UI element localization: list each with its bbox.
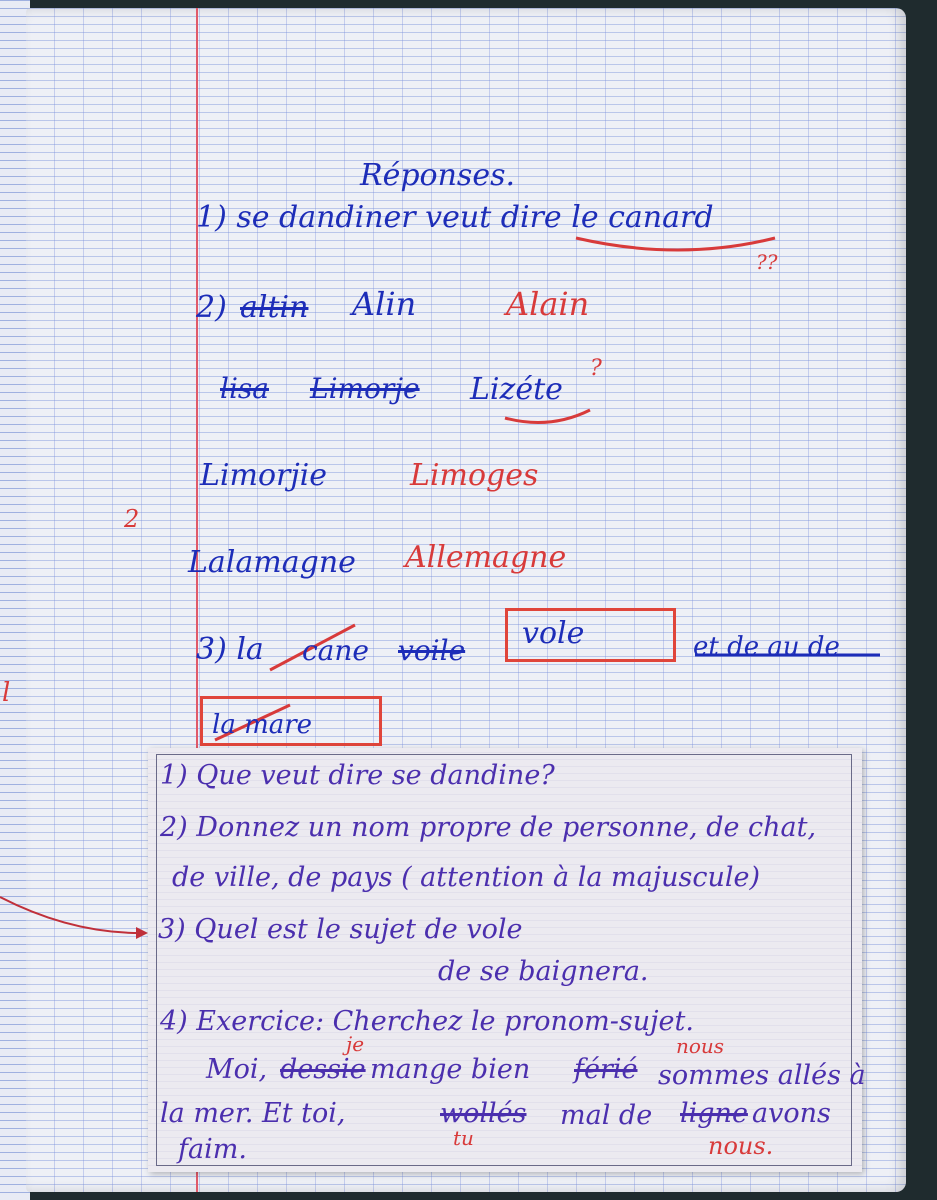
answer-6-struck-3: et de au de bbox=[693, 632, 840, 662]
exercise-1-struck-2: férié bbox=[574, 1054, 638, 1085]
exercise-2-struck: wollés bbox=[440, 1098, 527, 1129]
answer-6-boxed: vole bbox=[522, 616, 585, 651]
exercise-1-struck: dessie bbox=[280, 1054, 366, 1085]
exercise-2-struck-2: ligne bbox=[680, 1098, 748, 1129]
answer-6-struck-2: voile bbox=[398, 634, 466, 667]
answer-2-struck: altin bbox=[240, 290, 309, 325]
exercise-2c: avons bbox=[752, 1098, 831, 1129]
question-3b: de se baignera. bbox=[438, 956, 649, 987]
question-4: 4) Exercice: Cherchez le pronom-sujet. bbox=[160, 1006, 694, 1037]
exercise-2-correction-tu: tu bbox=[453, 1126, 474, 1150]
left-margin-mark: l bbox=[2, 678, 11, 708]
questions-slip bbox=[148, 748, 866, 1172]
answer-4-correction: Limoges bbox=[410, 458, 539, 493]
answer-3-struck-2: Limorje bbox=[310, 372, 420, 405]
exercise-1-correction-nous: nous bbox=[676, 1034, 725, 1058]
red-arrow-icon bbox=[0, 895, 150, 940]
answer-4-word: Limorjie bbox=[200, 458, 328, 493]
answer-2-correction: Alain bbox=[506, 285, 590, 323]
answer-6-number: 3) la bbox=[196, 632, 264, 667]
answer-3-struck-1: lisa bbox=[220, 372, 269, 405]
answer-1-mark: ?? bbox=[756, 250, 778, 274]
answer-5-word: Lalamagne bbox=[188, 545, 356, 580]
answer-2-word: Alin bbox=[352, 285, 417, 323]
answer-5-correction: Allemagne bbox=[405, 540, 567, 575]
exercise-2a: la mer. Et toi, bbox=[160, 1098, 346, 1129]
answer-7-boxed: la mare bbox=[212, 710, 313, 740]
answers-title: Réponses. bbox=[360, 158, 516, 193]
question-2b: de ville, de pays ( attention à la majuscule) bbox=[172, 862, 761, 893]
question-1: 1) Que veut dire se dandine? bbox=[160, 760, 555, 791]
exercise-1-correction-je: je bbox=[346, 1032, 365, 1056]
answer-3-word: Lizéte bbox=[470, 372, 563, 407]
answer-1: 1) se dandiner veut dire le canard bbox=[196, 200, 714, 235]
answer-2-number: 2) bbox=[196, 290, 227, 325]
margin-grade: 2 bbox=[124, 505, 140, 533]
question-3a: 3) Quel est le sujet de vole bbox=[158, 914, 523, 945]
exercise-1c: sommes allés à bbox=[658, 1060, 866, 1091]
exercise-1b: mange bien bbox=[370, 1054, 531, 1085]
exercise-2b: mal de bbox=[560, 1100, 653, 1131]
answer-6-struck-1: cane bbox=[302, 634, 369, 667]
exercise-1a: Moi, bbox=[206, 1054, 268, 1085]
exercise-3a: faim. bbox=[178, 1134, 247, 1165]
question-2a: 2) Donnez un nom propre de personne, de chat, bbox=[160, 812, 817, 843]
exercise-3-correction-nous: nous. bbox=[708, 1132, 774, 1160]
answer-3-mark: ? bbox=[590, 356, 602, 381]
